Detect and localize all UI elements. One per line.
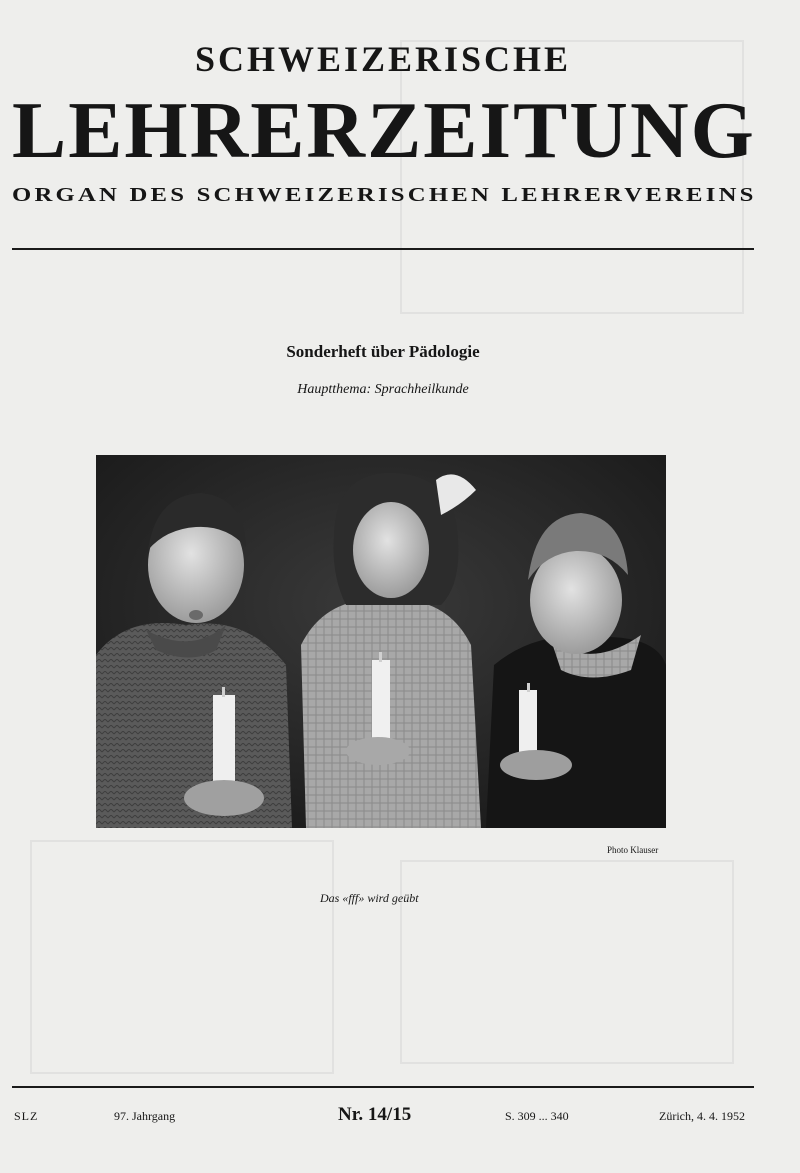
photo-caption: Das «fff» wird geübt (320, 891, 419, 905)
footer-rule (12, 1086, 754, 1088)
footer-volume: 97. Jahrgang (114, 1109, 176, 1123)
bleed-through-block (30, 840, 334, 1074)
masthead-subtitle: ORGAN DES SCHWEIZERISCHEN LEHRERVEREINS (12, 184, 757, 206)
footer-pages: S. 309 ... 340 (505, 1109, 569, 1123)
bleed-through-block (400, 860, 734, 1064)
footer-issue-number: Nr. 14/15 (338, 1104, 412, 1125)
photo-credit: Photo Klauser (607, 845, 659, 855)
footer-place-date: Zürich, 4. 4. 1952 (659, 1109, 745, 1123)
special-issue-title: Sonderheft über Pädologie (286, 342, 480, 361)
masthead-title: LEHRERZEITUNG (12, 87, 756, 175)
bleed-through-block (400, 40, 744, 314)
header-rule (12, 248, 754, 250)
footer-abbrev: SLZ (14, 1109, 39, 1123)
masthead-line-1: SCHWEIZERISCHE (194, 39, 572, 79)
main-theme: Hauptthema: Sprachheilkunde (297, 382, 469, 397)
cover-photo (96, 455, 666, 828)
